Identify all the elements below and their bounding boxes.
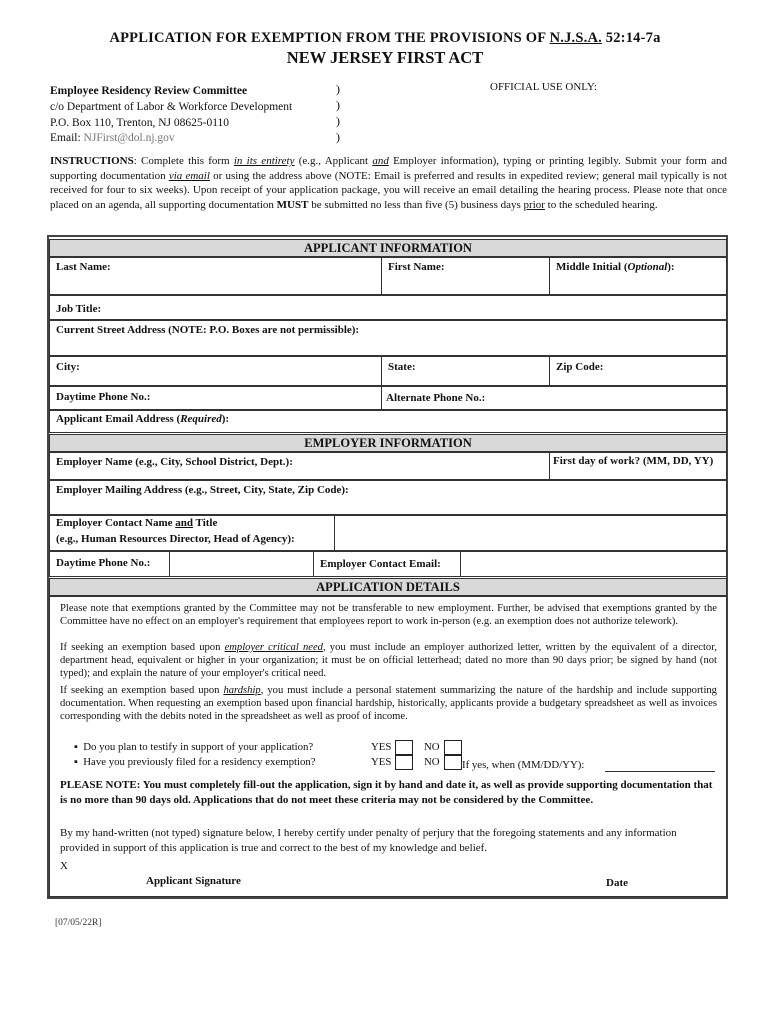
previous-no-checkbox[interactable]: [444, 755, 462, 770]
paren: ): [336, 130, 340, 144]
address-email: Email: NJFirst@dol.nj.gov: [50, 132, 175, 144]
instructions: INSTRUCTIONS: Complete this form in its entirety (e.g., Applicant and Employer information), typing or printing legibly. Submit your form and supporting documentation via email or using the address above (NOTE: Email is preferred and results in expedited review; general mail typically is not received for four to six weeks). Upon receipt of your application package, you will receive an email detailing the hearing process. Please note that once placed on an agenda, all supporting documentation MUST be submitted no less than five (5) business days prior to the scheduled hearing.: [50, 155, 727, 211]
employer-contact-example: (e.g., Human Resources Director, Head of Agency):: [56, 533, 295, 545]
employer-mailing-address-field[interactable]: Employer Mailing Address (e.g., Street, City, State, Zip Code):: [56, 484, 349, 496]
state-field[interactable]: State:: [388, 361, 416, 373]
testify-no-option: NO: [424, 740, 462, 755]
details-paragraph-transfer: Please note that exemptions granted by the Committee may not be transferable to new employment. Further, be advised that exemptions granted by the Committee have no effect on an employer's requirement that employees report to work in-person (e.g. an exemption does not authorize telework).: [60, 603, 717, 628]
signature-field[interactable]: [70, 860, 540, 874]
paren: ): [336, 98, 340, 112]
applicant-section-header: APPLICANT INFORMATION: [49, 239, 727, 257]
city-field[interactable]: City:: [56, 361, 80, 373]
certification-statement: By my hand-written (not typed) signature below, I hereby certify under penalty of perjury that the foregoing statements and any information provided in support of this application is true and correct to the best of my knowledge and belief.: [60, 827, 677, 854]
date-label: Date: [606, 877, 628, 889]
employer-daytime-phone-input[interactable]: [170, 552, 312, 576]
address-line-1: c/o Department of Labor & Workforce Development: [50, 101, 293, 113]
details-paragraph-critical-need: If seeking an exemption based upon employer critical need, you must include an employer authorized letter, written by the equivalent of a director, department head, equivalent or higher in your organization; it must be on official letterhead; dated no more than 90 days prior; be signed by hand (not typed); and explain the nature of your employer's critical need.: [60, 642, 717, 680]
zip-code-field[interactable]: Zip Code:: [556, 361, 604, 373]
form-title: APPLICATION FOR EXEMPTION FROM THE PROVISIONS OF N.J.S.A. 52:14-7a: [109, 30, 661, 46]
last-name-field[interactable]: Last Name:: [56, 261, 111, 273]
please-note: PLEASE NOTE: You must completely fill-out the application, sign it by hand and date it, as well as provide supporting documentation that is no more than 90 days old. Applications that do not meet these criteria may not be considered by the Committee.: [60, 779, 713, 806]
previous-filing-date-line[interactable]: [605, 771, 715, 772]
details-paragraph-hardship: If seeking an exemption based upon hardship, you must include a personal statement summarizing the nature of the hardship and include supporting documentation. When requesting an exemption based upon financial hardship, historically, applicants provide a budgetary spreadsheet as well as invoices corresponding with the debits noted in the spreadsheet as well as proof of income.: [60, 685, 717, 723]
first-day-of-work-field[interactable]: First day of work? (MM, DD, YY): [553, 455, 714, 467]
revision-code: [07/05/22R]: [55, 918, 102, 928]
committee-name: Employee Residency Review Committee: [50, 85, 248, 97]
question-previous-filing: ▪ Have you previously filed for a residency exemption?: [74, 756, 316, 768]
official-use-label: OFFICIAL USE ONLY:: [490, 81, 597, 93]
applicant-signature-label: Applicant Signature: [146, 875, 241, 887]
paren: ): [336, 82, 340, 96]
email-link[interactable]: NJFirst@dol.nj.gov: [83, 132, 175, 144]
address-line-2: P.O. Box 110, Trenton, NJ 08625-0110: [50, 117, 230, 129]
previous-no-option: NO: [424, 755, 462, 770]
employer-contact-input[interactable]: [335, 516, 726, 550]
applicant-daytime-phone-field[interactable]: Daytime Phone No.:: [56, 391, 151, 403]
alternate-phone-field[interactable]: Alternate Phone No.:: [386, 392, 486, 404]
details-section-header: APPLICATION DETAILS: [49, 578, 727, 596]
law-reference: N.J.S.A.: [549, 30, 602, 46]
employer-daytime-phone-label: Daytime Phone No.:: [56, 557, 151, 569]
employer-contact-name-label: Employer Contact Name and Title: [56, 517, 218, 529]
form-subtitle: NEW JERSEY FIRST ACT: [286, 48, 484, 67]
employer-section-header: EMPLOYER INFORMATION: [49, 434, 727, 452]
previous-yes-option: YES: [371, 755, 413, 770]
date-field[interactable]: [560, 860, 710, 874]
first-name-field[interactable]: First Name:: [388, 261, 445, 273]
testify-yes-checkbox[interactable]: [395, 740, 413, 755]
testify-no-checkbox[interactable]: [444, 740, 462, 755]
applicant-email-field[interactable]: Applicant Email Address (Required):: [56, 413, 230, 425]
employer-name-field[interactable]: Employer Name (e.g., City, School District, Dept.):: [56, 456, 293, 468]
previous-yes-checkbox[interactable]: [395, 755, 413, 770]
job-title-field[interactable]: Job Title:: [56, 303, 102, 315]
middle-initial-field[interactable]: Middle Initial (Optional):: [556, 261, 675, 273]
paren: ): [336, 114, 340, 128]
street-address-field[interactable]: Current Street Address (NOTE: P.O. Boxes are not permissible):: [56, 324, 360, 336]
employer-contact-email-input[interactable]: [461, 552, 726, 576]
question-testify: ▪ Do you plan to testify in support of your application?: [74, 741, 314, 753]
employer-contact-email-label: Employer Contact Email:: [320, 558, 441, 570]
signature-x-mark: X: [60, 860, 68, 872]
testify-yes-option: YES: [371, 740, 413, 755]
job-title-row: [49, 295, 727, 320]
previous-filing-date-label: If yes, when (MM/DD/YY):: [462, 759, 585, 771]
